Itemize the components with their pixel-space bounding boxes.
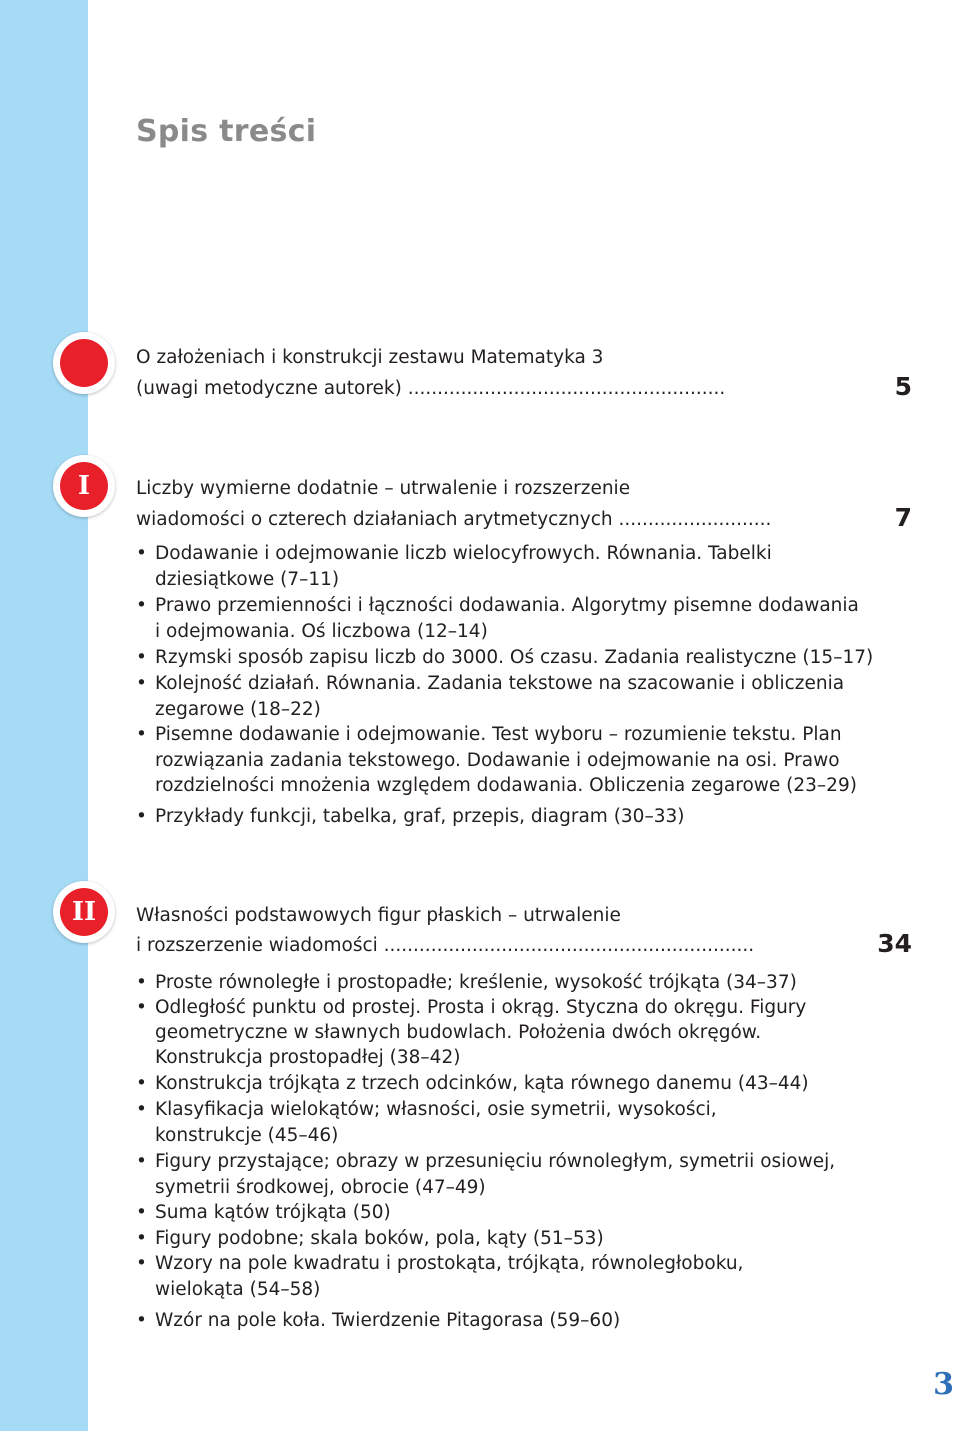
section-2-title-line-2: i rozszerzenie wiadomości ............................................................... <box>136 935 755 956</box>
section-2-page-number: 34 <box>877 929 912 958</box>
bullet-icon: • <box>136 1253 147 1274</box>
bullet-text: Prawo przemienności i łączności dodawania. Algorytmy pisemne dodawania <box>155 595 859 616</box>
section-2-bullet-3 <box>136 1071 809 1097</box>
bullet-text: Figury podobne; skala boków, pola, kąty (51–53) <box>155 1228 604 1249</box>
section-1-bullet-4 <box>136 671 844 697</box>
section-2-title-line-1: Własności podstawowych figur płaskich – utrwalenie <box>136 905 621 926</box>
bullet-icon: • <box>136 972 147 993</box>
bullet-icon: • <box>136 724 147 745</box>
bullet-icon: • <box>136 1073 147 1094</box>
intro-line-2: (uwagi metodyczne autorek) ...................................................... <box>136 378 726 399</box>
section-2-bullet-2-cont-1: geometryczne w sławnych budowlach. Położenia dwóch okręgów. <box>155 1022 762 1043</box>
bullet-text: Proste równoległe i prostopadłe; kreślenie, wysokość trójkąta (34–37) <box>155 972 797 993</box>
bullet-icon: • <box>136 997 147 1018</box>
bullet-icon: • <box>136 1099 147 1120</box>
section-2-bullet-1 <box>136 970 797 996</box>
bullet-icon: • <box>136 1228 147 1249</box>
bullet-icon: • <box>136 806 147 827</box>
intro-badge-circle <box>60 339 108 387</box>
bullet-text: Figury przystające; obrazy w przesunięciu równoległym, symetrii osiowej, <box>155 1151 836 1172</box>
bullet-text: Przykłady funkcji, tabelka, graf, przepis, diagram (30–33) <box>155 806 685 827</box>
section-2-bullet-9 <box>136 1308 620 1334</box>
section-2-bullet-2 <box>136 995 806 1021</box>
section-2-bullet-6 <box>136 1200 391 1226</box>
intro-line-1: O założeniach i konstrukcji zestawu Matematyka 3 <box>136 347 604 368</box>
bullet-icon: • <box>136 1202 147 1223</box>
section-2-bullet-4-cont: konstrukcje (45–46) <box>155 1125 339 1146</box>
section-2-numeral: II <box>60 888 108 936</box>
bullet-icon: • <box>136 673 147 694</box>
section-1-bullet-2 <box>136 593 859 619</box>
section-1-bullet-5-cont-1: rozwiązania zadania tekstowego. Dodawanie i odejmowanie na osi. Prawo <box>155 750 840 771</box>
section-1-bullet-1 <box>136 541 772 567</box>
section-1-bullet-4-cont: zegarowe (18–22) <box>155 699 321 720</box>
section-1-page-number: 7 <box>894 503 912 532</box>
bullet-text: Pisemne dodawanie i odejmowanie. Test wyboru – rozumienie tekstu. Plan <box>155 724 842 745</box>
section-2-bullet-7 <box>136 1226 604 1252</box>
bullet-icon: • <box>136 595 147 616</box>
section-2-bullet-5-cont: symetrii środkowej, obrocie (47–49) <box>155 1177 486 1198</box>
section-2-bullet-4 <box>136 1097 717 1123</box>
bullet-text: Konstrukcja trójkąta z trzech odcinków, kąta równego danemu (43–44) <box>155 1073 809 1094</box>
section-2-bullet-8 <box>136 1251 743 1277</box>
bullet-text: Suma kątów trójkąta (50) <box>155 1202 391 1223</box>
section-1-bullet-5 <box>136 722 842 748</box>
intro-badge <box>53 332 115 394</box>
bullet-text: Odległość punktu od prostej. Prosta i okrąg. Styczna do okręgu. Figury <box>155 997 807 1018</box>
section-1-bullet-5-cont-2: rozdzielności mnożenia względem dodawania. Obliczenia zegarowe (23–29) <box>155 775 857 796</box>
side-color-strip <box>0 0 88 1431</box>
section-2-bullet-5 <box>136 1149 835 1175</box>
bullet-icon: • <box>136 543 147 564</box>
section-2-badge <box>53 881 115 943</box>
section-1-bullet-2-cont: i odejmowania. Oś liczbowa (12–14) <box>155 621 488 642</box>
page-number: 3 <box>933 1367 954 1402</box>
intro-page-number: 5 <box>894 372 912 401</box>
section-2-bullet-2-cont-2: Konstrukcja prostopadłej (38–42) <box>155 1047 461 1068</box>
section-1-badge <box>53 455 115 517</box>
bullet-text: Rzymski sposób zapisu liczb do 3000. Oś czasu. Zadania realistyczne (15–17) <box>155 647 874 668</box>
bullet-icon: • <box>136 647 147 668</box>
section-1-title-line-2: wiadomości o czterech działaniach arytmetycznych .......................... <box>136 509 772 530</box>
section-1-bullet-6 <box>136 804 684 830</box>
bullet-text: Kolejność działań. Równania. Zadania tekstowe na szacowanie i obliczenia <box>155 673 845 694</box>
bullet-text: Klasyfikacja wielokątów; własności, osie symetrii, wysokości, <box>155 1099 717 1120</box>
section-1-title-line-1: Liczby wymierne dodatnie – utrwalenie i rozszerzenie <box>136 478 631 499</box>
section-1-bullet-3 <box>136 645 873 671</box>
bullet-text: Dodawanie i odejmowanie liczb wielocyfrowych. Równania. Tabelki <box>155 543 772 564</box>
page-title: Spis treści <box>136 114 317 149</box>
section-1-bullet-1-cont: dziesiątkowe (7–11) <box>155 569 340 590</box>
bullet-text: Wzór na pole koła. Twierdzenie Pitagorasa (59–60) <box>155 1310 621 1331</box>
section-1-numeral: I <box>60 462 108 510</box>
section-2-bullet-8-cont: wielokąta (54–58) <box>155 1279 321 1300</box>
bullet-icon: • <box>136 1151 147 1172</box>
bullet-text: Wzory na pole kwadratu i prostokąta, trójkąta, równoległoboku, <box>155 1253 744 1274</box>
bullet-icon: • <box>136 1310 147 1331</box>
